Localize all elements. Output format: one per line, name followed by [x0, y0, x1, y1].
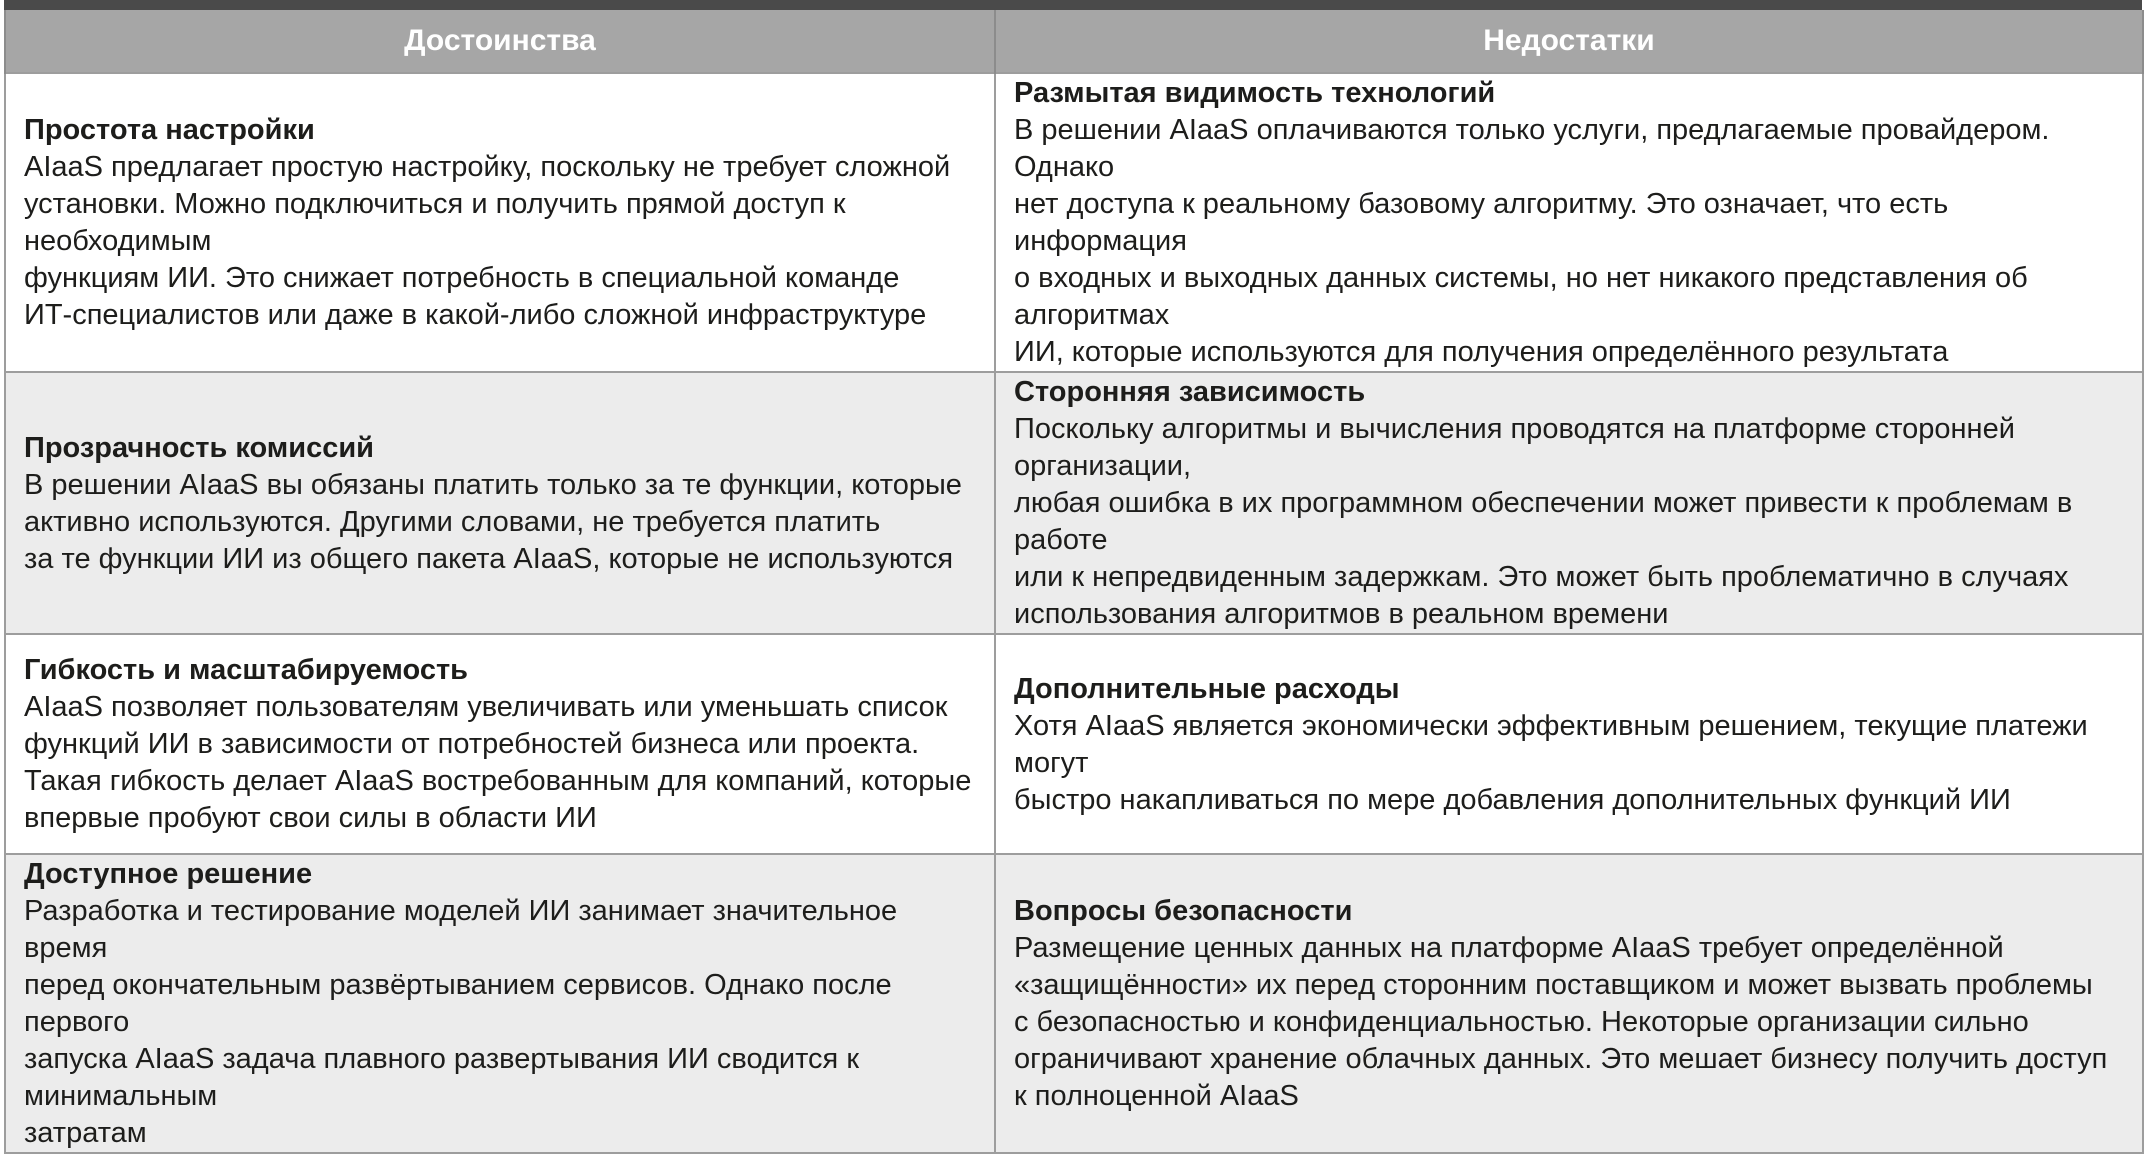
advantage-text: В решении AIaaS вы обязаны платить только за те функции, которые активно используются. Другими словами, не требуется платить за те функции ИИ из общего пакета AIaaS, которые не используются	[24, 468, 962, 575]
disadvantage-text: Хотя AIaaS является экономически эффективным решением, текущие платежи могут быстро накапливаться по мере добавления дополнительных функций ИИ	[1014, 709, 2088, 816]
disadvantage-title: Вопросы безопасности	[1014, 895, 1353, 927]
advantage-cell	[5, 634, 995, 854]
comparison-table-frame	[4, 0, 2142, 1149]
advantage-text: AIaaS предлагает простую настройку, поскольку не требует сложной установки. Можно подключиться и получить прямой доступ к необходимым функциям ИИ. Это снижает потребность в специальной команде ИТ-специалистов или даже в какой-либо сложной инфраструктуре	[24, 151, 951, 331]
disadvantage-title: Сторонняя зависимость	[1014, 376, 1366, 408]
table-row	[5, 634, 2143, 854]
disadvantage-title: Размытая видимость технологий	[1014, 77, 1496, 109]
advantage-cell	[5, 372, 995, 634]
disadvantage-text: Размещение ценных данных на платформе AIaaS требует определённой «защищённости» их перед сторонним поставщиком и может вызвать проблемы с безопасностью и конфиденциальностью. Некоторые организации сильно ограничивают хранение облачных данных. Это мешает бизнесу получить доступ к полноценной AIaaS	[1014, 932, 2108, 1112]
header-advantages: Достоинства	[5, 10, 995, 73]
advantage-title: Простота настройки	[24, 114, 315, 146]
advantage-title: Прозрачность комиссий	[24, 431, 374, 464]
disadvantage-cell	[995, 372, 2143, 634]
table-row	[5, 854, 2143, 1153]
table-row	[5, 372, 2143, 634]
advantage-cell	[5, 73, 995, 372]
advantage-text: Разработка и тестирование моделей ИИ занимает значительное время перед окончательным развёртыванием сервисов. Однако после первого запуска AIaaS задача плавного развертывания ИИ сводится к минимальным затратам	[24, 895, 898, 1149]
advantage-title: Гибкость и масштабируемость	[24, 654, 468, 686]
disadvantage-cell	[995, 73, 2143, 372]
advantage-cell	[5, 854, 995, 1153]
pros-cons-table	[4, 10, 2144, 1154]
advantage-text: AIaaS позволяет пользователям увеличивать или уменьшать список функций ИИ в зависимости от потребностей бизнеса или проекта. Такая гибкость делает AIaaS востребованным для компаний, которые впервые пробуют свои силы в области ИИ	[24, 691, 972, 834]
disadvantage-cell	[995, 854, 2143, 1153]
table-header-row	[5, 10, 2143, 73]
header-disadvantages: Недостатки	[995, 10, 2143, 73]
disadvantage-cell	[995, 634, 2143, 854]
disadvantage-text: В решении AIaaS оплачиваются только услуги, предлагаемые провайдером. Однако нет доступа к реальному базовому алгоритму. Это означает, что есть информация о входных и выходных данных системы, но нет никакого представления об алгоритмах ИИ, которые используются для получения определённого результата	[1014, 114, 2050, 368]
advantage-title: Доступное решение	[24, 858, 313, 890]
disadvantage-text: Поскольку алгоритмы и вычисления проводятся на платформе сторонней организации, любая ошибка в их программном обеспечении может привести к проблемам в работе или к непредвиденным задержкам. Это может быть проблематично в случаях использования алгоритмов в реальном времени	[1014, 413, 2073, 630]
table-row	[5, 73, 2143, 372]
disadvantage-title: Дополнительные расходы	[1014, 672, 1400, 705]
